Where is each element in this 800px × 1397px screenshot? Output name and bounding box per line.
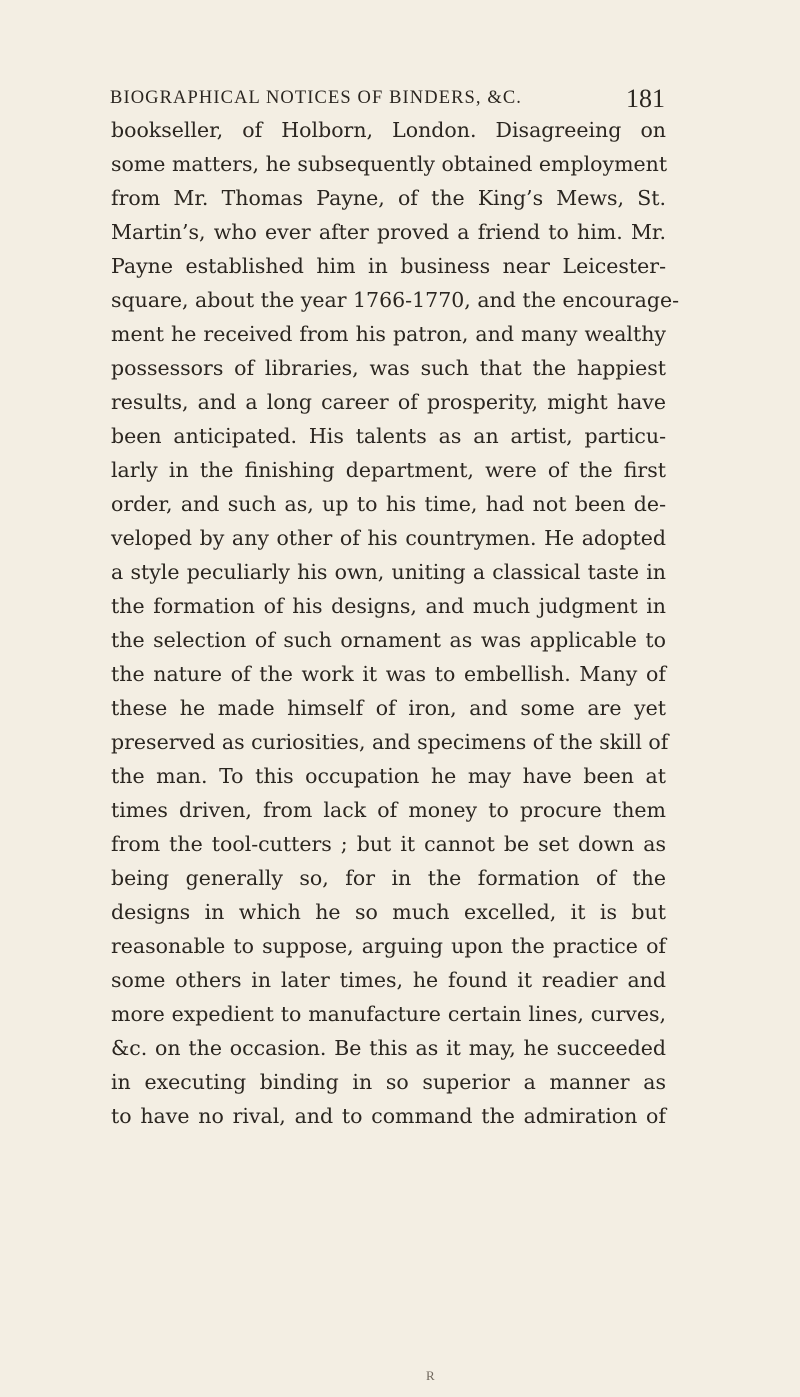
text-line: in executing binding in so superior a manner as [111,1070,666,1094]
text-line: these he made himself of iron, and some are yet [111,696,666,720]
text-line: the nature of the work it was to embellish. Many of [111,662,666,686]
text-line: Payne established him in business near Leicester- [111,254,666,278]
text-line: square, about the year 1766-1770, and the encourage- [111,288,680,312]
text-line: times driven, from lack of money to procure them [111,798,666,822]
text-line: reasonable to suppose, arguing upon the practice of [111,934,666,958]
running-title: BIOGRAPHICAL NOTICES OF BINDERS, &C. [110,88,523,108]
text-line: to have no rival, and to command the admiration of [111,1104,666,1128]
text-line: results, and a long career of prosperity, might have [111,390,666,414]
text-line: some matters, he subsequently obtained employment [111,152,668,176]
signature-mark: R [426,1368,435,1383]
text-line: been anticipated. His talents as an artist, particu- [111,424,666,448]
text-line: &c. on the occasion. Be this as it may, he succeeded [111,1036,666,1060]
text-line: some others in later times, he found it readier and [111,968,666,992]
text-line: veloped by any other of his countrymen. He adopted [111,526,666,550]
page-number: 181 [626,84,665,113]
text-line: ment he received from his patron, and many wealthy [111,322,666,346]
text-line: the selection of such ornament as was applicable to [111,628,666,652]
text-line: from Mr. Thomas Payne, of the King’s Mews, St. [111,186,666,210]
text-line: more expedient to manufacture certain lines, curves, [111,1002,666,1026]
text-line: larly in the finishing department, were of the first [111,458,666,482]
text-line: Martin’s, who ever after proved a friend to him. Mr. [111,220,666,244]
text-line: from the tool-cutters ; but it cannot be set down as [111,832,666,856]
text-line: designs in which he so much excelled, it is but [111,900,666,924]
text-line: possessors of libraries, was such that the happiest [111,356,666,380]
text-line: order, and such as, up to his time, had not been de- [111,492,666,516]
text-line: preserved as curiosities, and specimens of the skill of [111,730,669,754]
text-line: a style peculiarly his own, uniting a classical taste in [111,560,666,584]
text-line: bookseller, of Holborn, London. Disagreeing on [111,118,666,142]
text-line: being generally so, for in the formation of the [111,866,666,890]
text-line: the formation of his designs, and much judgment in [111,594,666,618]
text-line: the man. To this occupation he may have been at [111,764,666,788]
